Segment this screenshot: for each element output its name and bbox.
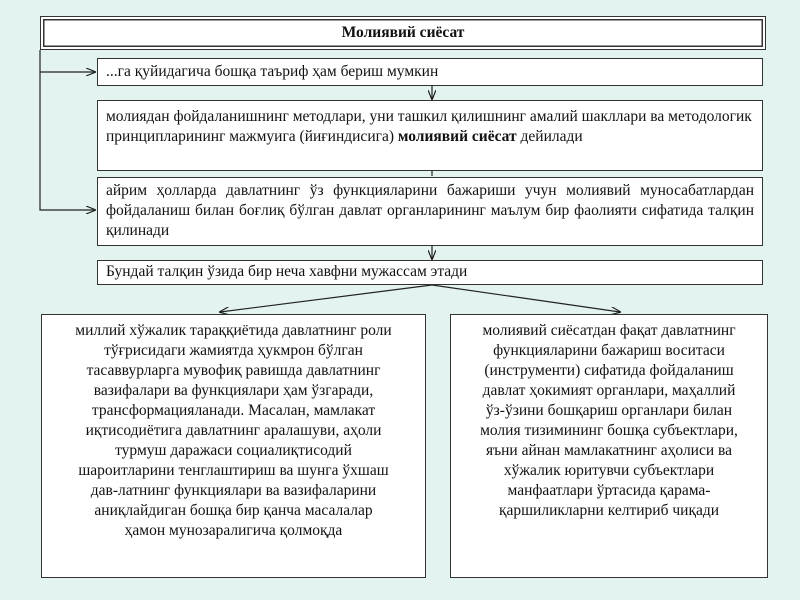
right-line: (инструменти) сифатида фойдаланиш (484, 362, 734, 379)
definition-box (97, 100, 763, 171)
left-line: миллий хўжалик тараққиётида давлатнинг роли (75, 322, 392, 339)
left-line: трансформацияланади. Масалан, мамлакат (91, 402, 376, 419)
definition-text: молиядан фойдаланишнинг методлари, уни ташкил қилишнинг амалий шакллари ва методологик принципларининг мажмуига (йиғиндисига) (106, 108, 752, 145)
definition-intro-text: ...га қуйидагича бошқа таъриф ҳам бериш мумкин (106, 63, 439, 80)
bracket-line (40, 50, 95, 210)
right-line: қаршиликларни келтириб чиқади (498, 502, 720, 519)
left-line: тасаввурларга мувофиқ равишда давлатнинг (86, 362, 381, 379)
right-consequence-box (450, 314, 768, 578)
right-line: молия тизимининг бошқа субъектлари, (480, 422, 738, 439)
left-line: тўғрисидаги жамиятда ҳукмрон бўлган (104, 342, 363, 359)
arrow-to-left-box (220, 285, 432, 312)
left-line: шароитларини тенглаштириш ва шунга ўхшаш (78, 462, 389, 479)
right-line: хўжалик юритувчи субъектлари (503, 462, 715, 479)
arrow-to-right-box (432, 285, 620, 312)
left-line: иқтисодиётига давлатнинг аралашуви, аҳоли (85, 422, 382, 439)
diagram-title-text: Молиявий сиёсат (341, 24, 465, 41)
right-line: молиявий сиёсатдан фақат давлатнинг (482, 322, 736, 339)
interpretation-text: айрим ҳолларда давлатнинг ўз функцияларини бажариши учун молиявий муносабатлардан фойдаланиш билан боғлиқ бўлган давлат органларининг маълум бир фаолияти сифатида талқин қилинади (106, 182, 754, 239)
right-line: давлат ҳокимият органлари, маҳаллий (482, 382, 736, 399)
left-consequence-box (41, 314, 426, 578)
left-line: вазифалари ва функциялари ҳам ўзгаради, (93, 382, 374, 399)
left-line: аниқлайдиган бошқа бир қанча масалалар (94, 502, 373, 519)
definition-term: молиявий сиёсат (397, 128, 517, 145)
left-line: турмуш даражаси социалиқтисодий (115, 442, 352, 459)
risk-box (97, 260, 763, 285)
left-line: дав-латнинг функциялари ва вазифаларини (90, 482, 377, 499)
interpretation-box (97, 177, 763, 246)
right-line: ўз-ўзини бошқариш органлари билан (485, 402, 733, 419)
right-line: манфаатлари ўртасида қарама- (507, 482, 711, 499)
definition-tail: дейилади (520, 128, 583, 145)
left-line: ҳамон мунозаралигича қолмоқда (124, 522, 343, 539)
definition-intro-box (97, 58, 763, 86)
risk-text: Бундай талқин ўзида бир неча хавфни мужассам этади (106, 263, 468, 280)
right-line: яъни айнан мамлакатнинг аҳолиси ва (485, 442, 733, 459)
diagram-title (40, 16, 766, 50)
right-line: функцияларини бажариш воситаси (493, 342, 725, 359)
